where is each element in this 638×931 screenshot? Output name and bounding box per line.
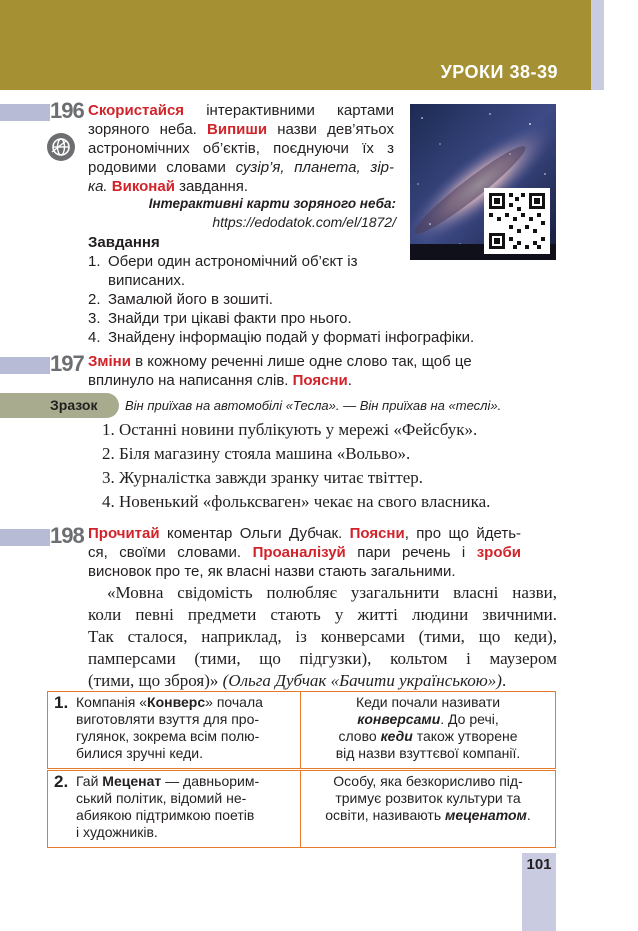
- task-text: виписаних.: [108, 272, 186, 289]
- lesson-title: УРОКИ 38-39: [440, 62, 558, 82]
- exercise-number-198: 198: [50, 523, 84, 548]
- quote-line-1: «Мовна свідомість полюбляє узагальнити власні назви,: [107, 583, 557, 602]
- instruction-verb: Виконай: [107, 178, 175, 195]
- bold-word: меценатом: [445, 807, 527, 823]
- text-fragment: . До речі,: [440, 711, 499, 727]
- comparison-table-1: [47, 691, 556, 769]
- text-fragment: — давньорим-: [161, 773, 260, 789]
- instruction-verb: Поясни: [349, 525, 405, 542]
- text-fragment: .: [526, 807, 531, 823]
- ex198-line-1: [88, 524, 521, 543]
- exercise-number-bar: [0, 104, 50, 121]
- table2-right-line: Особу, яка безкорисливо під-: [333, 773, 523, 789]
- text-fragment: , про що йдеть-: [404, 525, 522, 542]
- text-fragment: назви дев’ятьох: [267, 121, 394, 138]
- instruction-verb: Скористайся: [88, 102, 185, 119]
- task-item: [88, 309, 508, 328]
- ex197-item-1: 1. Останні новини публікують у мережі «Фейсбук».: [102, 420, 478, 439]
- ex198-line-3: висновок про те, як власні назви стають загальними.: [88, 563, 456, 580]
- tasks-title: Завдання: [88, 234, 160, 251]
- text-fragment: завдання.: [174, 178, 249, 195]
- table1-left-line: билися зручні кеди.: [76, 745, 204, 761]
- table1-left-line: [76, 694, 263, 711]
- table1-right-line: Кеди почали називати: [355, 694, 501, 710]
- globe-link-icon[interactable]: [46, 132, 76, 162]
- instruction-verb: Зміни: [88, 353, 131, 370]
- sample-label: Зразок: [50, 397, 98, 413]
- table2-right-line: [307, 807, 549, 824]
- quote-line-4: памперсами (тими, що підгузки), кольтом і маузером: [88, 649, 557, 668]
- task-text: Знайдену інформацію подай у форматі інфографіки.: [108, 329, 475, 346]
- text-fragment: слово: [338, 728, 381, 744]
- text-fragment: пари речень і: [345, 544, 477, 561]
- ex196-line-4: [88, 158, 394, 177]
- table2-left-cell: [48, 771, 301, 848]
- instruction-verb: Випиши: [207, 121, 268, 138]
- exercise-number-197: 197: [50, 351, 84, 376]
- header-side-strip: [591, 0, 604, 90]
- task-number: 3.: [88, 310, 101, 327]
- exercise-number-bar: [0, 529, 50, 546]
- task-item: [88, 290, 508, 309]
- row-number: 1.: [54, 693, 69, 712]
- task-number: 2.: [88, 291, 101, 308]
- exercise-number-196: 196: [50, 98, 84, 123]
- bold-word: Меценат: [102, 773, 162, 789]
- italic-words: сузір’я, планета, зір-: [235, 159, 394, 176]
- table1-right-cell: [301, 692, 556, 769]
- text-fragment: .: [347, 372, 352, 389]
- table1-left-line: виготовляти взуття для про-: [76, 711, 260, 727]
- qr-code-icon[interactable]: [484, 188, 550, 254]
- instruction-verb: Проаналізуй: [252, 544, 346, 561]
- text-fragment: коментар Ольги Дубчак.: [159, 525, 350, 542]
- instruction-verb: Прочитай: [88, 525, 160, 542]
- text-fragment: зоряного неба.: [88, 121, 208, 138]
- bold-word: конверсами: [357, 711, 441, 727]
- quote-text: (тими, що зброя)»: [88, 671, 219, 690]
- text-fragment: Гай: [76, 773, 103, 789]
- task-text: Замалюй його в зошиті.: [108, 291, 273, 308]
- ex197-item-3: 3. Журналістка завжди зранку читає твіттер.: [102, 468, 424, 487]
- ex197-line-2: [88, 371, 352, 390]
- comparison-table-2: [47, 770, 556, 848]
- link-caption: Інтерактивні карти зоряного неба:: [148, 196, 396, 211]
- bold-word: кеди: [380, 728, 413, 744]
- text-fragment: вплинуло на написання слів.: [88, 372, 293, 389]
- task-item: [88, 271, 508, 290]
- table2-right-cell: [301, 771, 556, 848]
- ex198-line-2: [88, 543, 521, 562]
- quote-line-5: [88, 670, 506, 692]
- table1-left-cell: [48, 692, 301, 769]
- task-text: Обери один астрономічний об’єкт із: [108, 253, 358, 270]
- ex196-line-5: [88, 177, 248, 196]
- text-fragment: освіти, називають: [325, 807, 446, 823]
- ex196-line-1: [88, 101, 394, 120]
- tasks-list: [88, 252, 508, 347]
- table1-right-line: від назви взуттєвої компанії.: [335, 745, 521, 761]
- text-fragment: » почала: [205, 694, 263, 710]
- table2-left-line: [76, 773, 259, 790]
- bold-word: Конверс: [147, 694, 206, 710]
- ex197-item-2: 2. Біля магазину стояла машина «Вольво».: [102, 444, 411, 463]
- task-item: [88, 252, 508, 271]
- table1-left-line: гулянок, зокрема всім полю-: [76, 728, 260, 744]
- instruction-verb: зроби: [476, 544, 521, 561]
- ex196-line-2: [88, 120, 394, 139]
- quote-source: (Ольга Дубчак «Бачити українською»): [218, 671, 502, 690]
- task-text: Знайди три цікаві факти про нього.: [108, 310, 352, 327]
- text-fragment: в кожному реченні лише одне слово так, щоб це: [130, 353, 472, 370]
- task-number: 4.: [88, 329, 101, 346]
- ex197-line-1: [88, 352, 472, 371]
- quote-line-3: Так сталося, наприклад, із конверсами (тими, що кеди),: [88, 627, 557, 646]
- table2-left-line: ський політик, відомий не-: [76, 790, 247, 806]
- text-fragment: родовими словами: [88, 159, 236, 176]
- text-fragment: ся, своїми словами.: [88, 544, 253, 561]
- text-fragment: .: [501, 671, 507, 690]
- link-url[interactable]: https://edodatok.com/el/1872/: [212, 214, 396, 230]
- task-item: [88, 328, 508, 347]
- quote-line-2: коли певні предмети стають у житті людини звичними.: [88, 605, 557, 624]
- ex197-item-4: 4. Новенький «фольксваген» чекає на свого власника.: [102, 492, 491, 511]
- exercise-number-bar: [0, 357, 50, 374]
- text-fragment: також утворене: [412, 728, 518, 744]
- table2-left-line: абиякою підтримкою поетів: [76, 807, 255, 823]
- italic-words: ка.: [88, 178, 108, 195]
- row-number: 2.: [54, 772, 69, 791]
- sample-text: Він приїхав на автомобілі «Тесла». — Він приїхав на «теслі».: [125, 398, 502, 413]
- task-number: 1.: [88, 253, 101, 270]
- table1-right-line: [307, 728, 549, 745]
- page-number: 101: [526, 856, 552, 873]
- text-fragment: Компанія «: [76, 694, 148, 710]
- text-fragment: астрономічних об’єктів, поєднуючи їх з: [88, 140, 394, 157]
- text-fragment: інтерактивними картами: [184, 102, 394, 119]
- table1-right-line: [307, 711, 549, 728]
- table2-left-line: і художників.: [76, 824, 158, 840]
- instruction-verb: Поясни: [292, 372, 348, 389]
- ex196-line-3: [88, 139, 394, 158]
- table2-right-line: тримує розвиток культури та: [335, 790, 521, 806]
